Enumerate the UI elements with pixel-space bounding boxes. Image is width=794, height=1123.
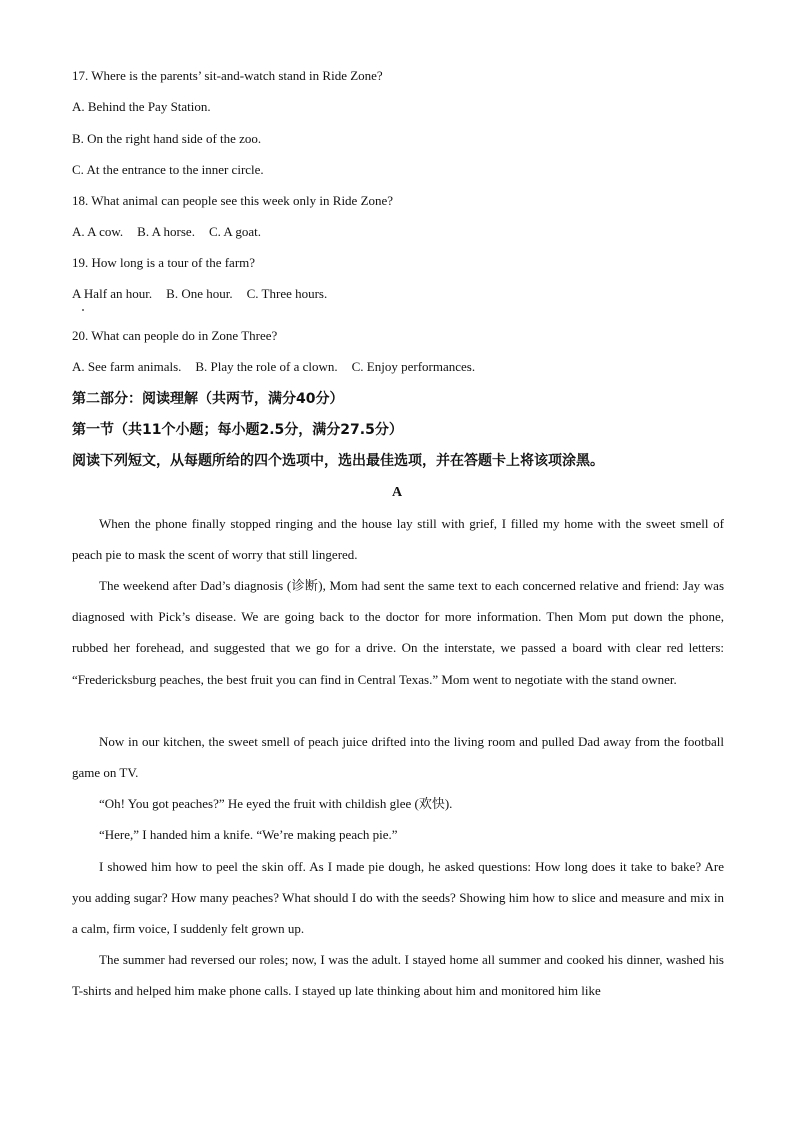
question-17-option-a: A. Behind the Pay Station. <box>72 99 211 114</box>
question-20-option-a: A. See farm animals. <box>72 359 182 374</box>
question-20-stem: 20. What can people do in Zone Three? <box>72 328 278 343</box>
passage-paragraph-2: The weekend after Dad’s diagnosis (诊断), Mom had sent the same text to each concerned relative and friend: Jay was diagnosed with Pick’s disease. We are going back to the doctor for more information. Then Mom put down the phone, rubbed her forehead, and suggested that we go for a drive. On the interstate, we passed a board with clear red letters: “Fredericksburg peaches, the best fruit you can find in Central Texas.” Mom went to negotiate with the stand owner. <box>72 578 724 687</box>
question-17-option-c: C. At the entrance to the inner circle. <box>72 162 264 177</box>
passage-paragraph-1: When the phone finally stopped ringing and the house lay still with grief, I filled my home with the sweet smell of peach pie to mask the scent of worry that still lingered. <box>72 516 724 563</box>
question-19-stem: 19. How long is a tour of the farm? <box>72 255 256 270</box>
question-19-option-c: C. Three hours. <box>246 286 328 301</box>
question-18-option-c: C. A goat. <box>208 224 261 239</box>
reading-instruction: 阅读下列短文，从每题所给的四个选项中，选出最佳选项，并在答题卡上将该项涂黑。 <box>72 453 604 469</box>
question-20-option-b: B. Play the role of a clown. <box>195 359 338 374</box>
question-18-option-b: B. A horse. <box>137 224 195 239</box>
passage-paragraph-6: I showed him how to peel the skin off. As I made pie dough, he asked questions: How long does it take to bake? Are you adding sugar? How many peaches? What should I do with the seeds? Showing him how to slice and measure and mix in a calm, firm voice, I suddenly felt grown up. <box>72 859 724 937</box>
stray-dot <box>82 309 84 311</box>
passage-paragraph-7: The summer had reversed our roles; now, I was the adult. I stayed home all summer and cooked his dinner, washed his T-shirts and helped him make phone calls. I stayed up late thinking about him and monitored him like <box>72 952 724 999</box>
question-20-options <box>72 359 475 375</box>
question-18-option-a: A. A cow. <box>72 224 124 239</box>
passage-paragraph-3: Now in our kitchen, the sweet smell of peach juice drifted into the living room and pulled Dad away from the football game on TV. <box>72 734 724 781</box>
question-17-option-b: B. On the right hand side of the zoo. <box>72 131 262 146</box>
passage-paragraph-4: “Oh! You got peaches?” He eyed the fruit with childish glee (欢快). <box>99 796 453 811</box>
question-18-options <box>72 224 261 240</box>
part-two-title: 第二部分：阅读理解（共两节，满分40分） <box>72 391 344 407</box>
passage-paragraph-5: “Here,” I handed him a knife. “We’re making peach pie.” <box>99 827 398 842</box>
question-19-option-a: A Half an hour. <box>72 286 153 301</box>
passage-label: A <box>391 485 403 500</box>
question-19-options <box>72 286 327 302</box>
question-17-stem: 17. Where is the parents’ sit-and-watch stand in Ride Zone? <box>72 68 383 83</box>
section-one-title: 第一节（共11个小题；每小题2.5分，满分27.5分） <box>72 422 403 438</box>
question-19-option-b: B. One hour. <box>166 286 233 301</box>
question-20-option-c: C. Enjoy performances. <box>351 359 476 374</box>
question-18-stem: 18. What animal can people see this week only in Ride Zone? <box>72 193 394 208</box>
